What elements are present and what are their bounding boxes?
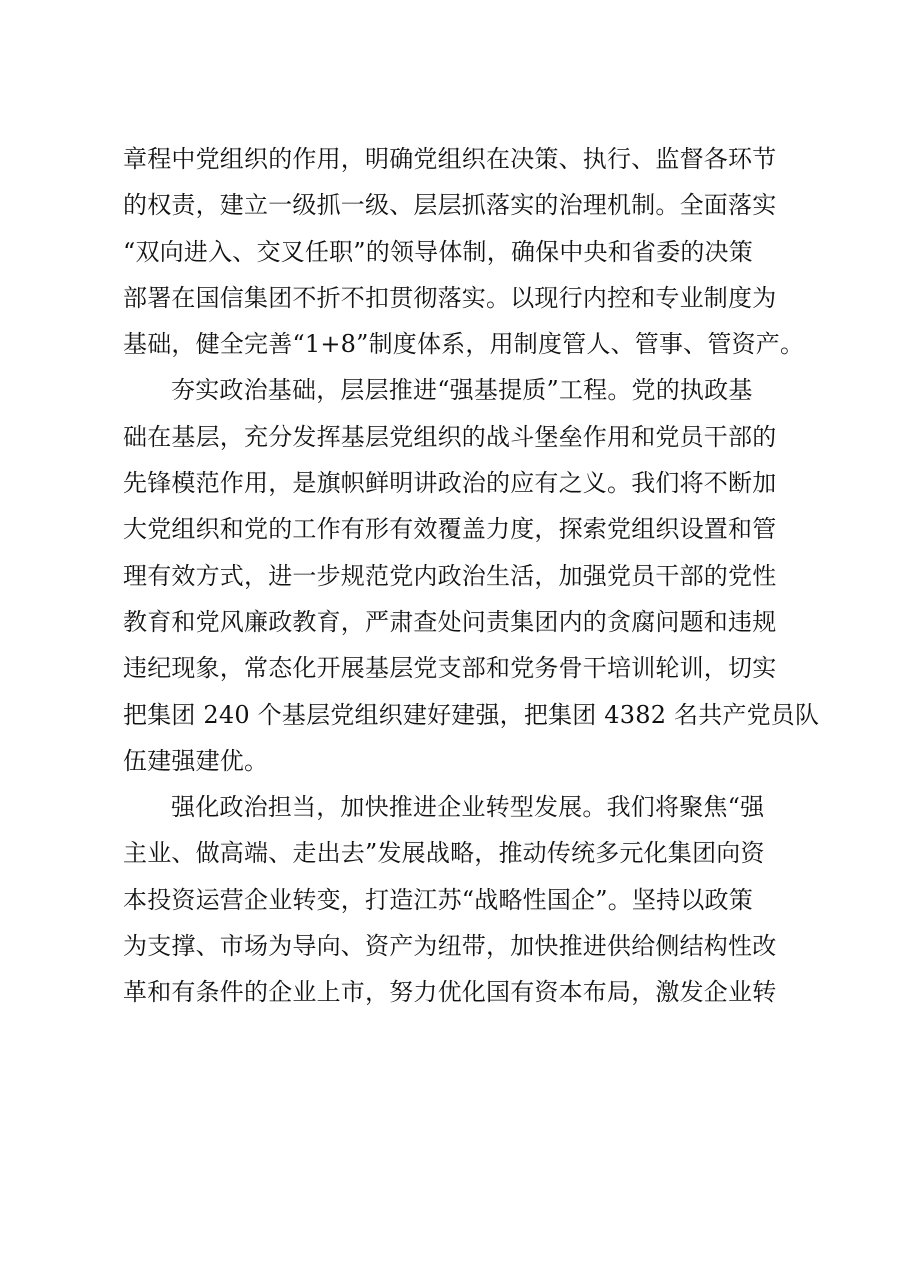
paragraph-governance [123, 136, 823, 367]
text-line: 夯实政治基础，层层推进“强基提质”工程。党的执政基 [171, 376, 753, 405]
paragraph-political-responsibility [123, 784, 823, 1015]
text-line: 大党组织和党的工作有形有效覆盖力度，探索党组织设置和管 [123, 515, 777, 544]
text-line: 先锋模范作用，是旗帜鲜明讲政治的应有之义。我们将不断加 [123, 469, 777, 498]
text-line: 为支撑、市场为导向、资产为纽带，加快推进供给侧结构性改 [123, 932, 777, 961]
text-line: 把集团 240 个基层党组织建好建强，把集团 4382 名共产党员队 [123, 700, 820, 729]
text-line: 础在基层，充分发挥基层党组织的战斗堡垒作用和党员干部的 [123, 422, 777, 451]
text-line: 基础，健全完善“1+8”制度体系，用制度管人、管事、管资产。 [123, 330, 805, 359]
text-line: 强化政治担当，加快推进企业转型发展。我们将聚焦“强 [171, 793, 765, 822]
body-text [123, 136, 823, 1016]
text-line: 革和有条件的企业上市，努力优化国有资本布局，激发企业转 [123, 978, 777, 1007]
text-line: 章程中党组织的作用，明确党组织在决策、执行、监督各环节 [123, 145, 777, 173]
text-line: “双向进入、交叉任职”的领导体制，确保中央和省委的决策 [123, 237, 753, 266]
text-line: 伍建强建优。 [123, 746, 269, 775]
text-line: 违纪现象，常态化开展基层党支部和党务骨干培训轮训，切实 [123, 654, 777, 683]
text-line: 本投资运营企业转变，打造江苏“战略性国企”。坚持以政策 [123, 885, 753, 914]
text-line: 教育和党风廉政教育，严肃查处问责集团内的贪腐问题和违规 [123, 607, 777, 636]
text-line: 理有效方式，进一步规范党内政治生活，加强党员干部的党性 [123, 561, 777, 590]
text-line: 部署在国信集团不折不扣贯彻落实。以现行内控和专业制度为 [123, 283, 777, 312]
paragraph-political-foundation [123, 367, 823, 784]
text-line: 主业、做高端、走出去”发展战略，推动传统多元化集团向资 [123, 839, 765, 868]
text-line: 的权责，建立一级抓一级、层层抓落实的治理机制。全面落实 [123, 191, 777, 220]
